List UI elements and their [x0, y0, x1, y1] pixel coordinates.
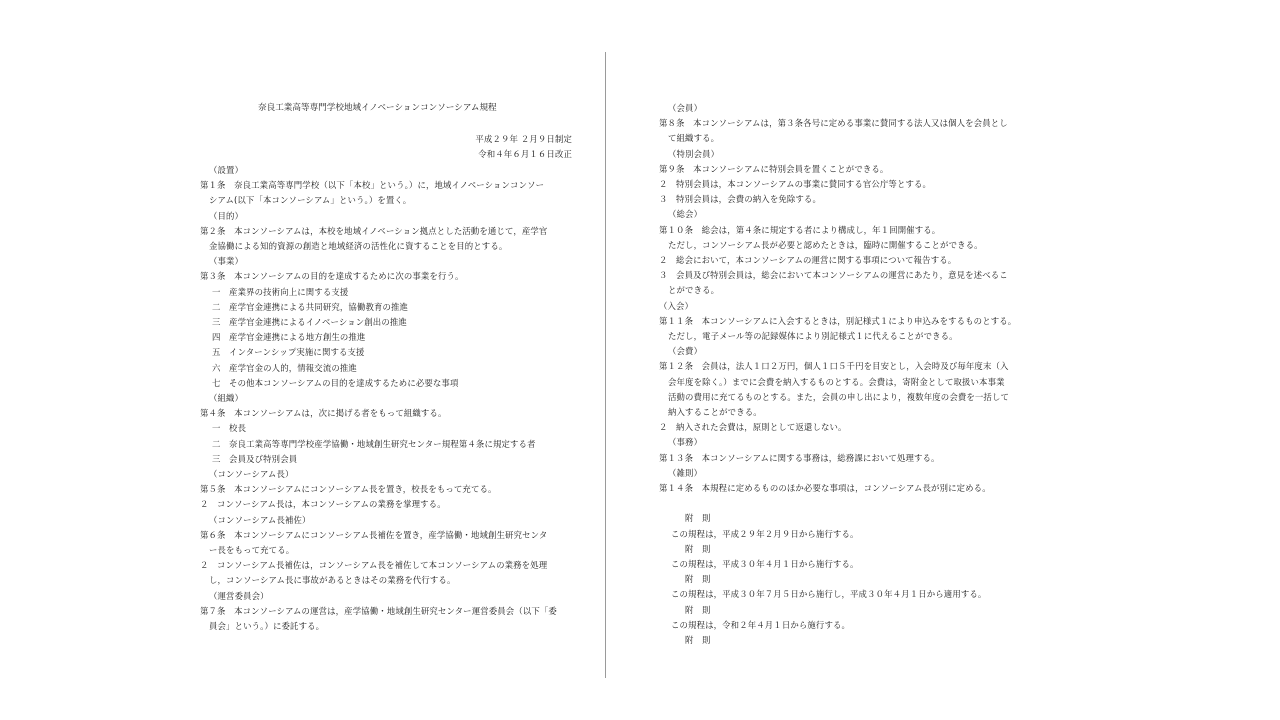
left-page-line: （コンソーシアム長） [209, 469, 294, 479]
left-page-line: 一 産業界の技術向上に関する支援 [212, 286, 349, 297]
left-page-line: 員会」という。）に委託する。 [209, 621, 325, 631]
right-page-line: 第１０条 総会は，第４条に規定する者により構成し，年１回開催する。 [659, 224, 941, 235]
right-page-line: この規程は，平成３０年４月１日から施行する。 [671, 559, 859, 569]
right-page-line: 附 則 [685, 604, 711, 615]
right-page-line: （特別会員） [668, 148, 720, 159]
left-page-line: （運営委員会） [209, 590, 269, 601]
left-page-line: 五 インターンシップ実施に関する支援 [212, 347, 365, 358]
right-page-line: （会員） [668, 103, 703, 113]
left-page-line: ２ コンソーシアム長補佐は，コンソーシアム長を補佐して本コンソーシアムの業務を処理 [200, 560, 548, 571]
right-page-line: ３ 会員及び特別会員は，総会において本コンソーシアムの運営にあたり，意見を述べるこ [659, 270, 1008, 281]
right-page-line: 納入することができる。 [668, 407, 762, 417]
right-page-line: この規程は，令和２年４月１日から施行する。 [671, 619, 851, 630]
right-page-line: 附 則 [685, 574, 711, 585]
left-page-line: ２ コンソーシアム長は，本コンソーシアムの業務を掌理する。 [200, 499, 446, 510]
right-page-line: ただし，電子メール等の記録媒体により別記様式１に代えることができる。 [668, 331, 958, 341]
left-page-line: シアム(以下「本コンソーシアム」という。）を置く。 [209, 195, 412, 206]
right-page-line: （雑則） [668, 467, 703, 478]
right-page-line: この規程は，平成２９年２月９日から施行する。 [671, 528, 859, 539]
left-page-line: 二 産学官金連携による共同研究，協働教育の推進 [212, 301, 409, 312]
left-page-line: 第７条 本コンソーシアムの運営は，産学協働・地域創生研究センター運営委員会（以下「委 [200, 605, 557, 616]
left-page-line: 二 奈良工業高等専門学校産学協働・地域創生研究センター規程第４条に規定する者 [212, 438, 536, 449]
left-page-line: 七 その他本コンソーシアムの目的を達成するために必要な事項 [212, 377, 459, 388]
right-page-line: この規程は，平成３０年７月５日から施行し，平成３０年４月１日から適用する。 [671, 589, 987, 600]
right-page-line: 活動の費用に充てるものとする。また，会員の申し出により，複数年度の会費を一括して [668, 391, 1009, 402]
left-page-line: （目的） [209, 210, 244, 221]
left-page-line: 第１条 奈良工業高等専門学校（以下「本校」という。）に，地域イノベーションコンソー [200, 180, 545, 191]
left-page-line: 第２条 本コンソーシアムは，本校を地域イノベーション拠点とした活動を通じて，産学官 [200, 225, 548, 236]
right-page-line: （会費） [668, 346, 703, 357]
left-page-line: （組織） [209, 393, 244, 403]
right-page-line: 附 則 [685, 513, 711, 524]
right-page-line: ２ 総会において，本コンソーシアムの運営に関する事項について報告する。 [659, 255, 957, 265]
right-page-line: ３ 特別会員は，会費の納入を免除する。 [659, 194, 821, 205]
left-page-line: ー長をもって充てる。 [209, 545, 295, 555]
right-page-line: （総会） [668, 209, 703, 220]
right-page-line: 第９条 本コンソーシアムに特別会員を置くことができる。 [659, 163, 889, 174]
left-page-line: （コンソーシアム長補佐） [209, 514, 311, 525]
document-title: 奈良工業高等専門学校地域イノベーションコンソーシアム規程 [258, 103, 497, 113]
right-page-line: 第１３条 本コンソーシアムに関する事務は，総務課において処理する。 [659, 452, 940, 463]
right-page-line: （事務） [668, 437, 703, 448]
right-page-line: 第１４条 本規程に定めるもののほか必要な事項は，コンソーシアム長が別に定める。 [659, 483, 991, 493]
left-page-line: 六 産学官金の人的，情報交流の推進 [212, 362, 357, 373]
right-page-line: （入会） [659, 300, 694, 311]
amended-date: 令和４年６月１６日改正 [478, 149, 572, 159]
right-page-line: 附 則 [685, 543, 711, 554]
right-page-line: とができる。 [668, 285, 720, 296]
left-page-line: 第４条 本コンソーシアムは，次に掲げる者をもって組織する。 [200, 408, 447, 419]
right-page-line: 会年度を除く。）までに会費を納入するものとする。会費は，寄附金として取扱い本事業 [668, 376, 1005, 387]
page-divider [605, 52, 606, 678]
right-page-line: 第１２条 会員は，法人１口２万円，個人１口５千円を目安とし，入会時及び毎年度末（入 [659, 361, 1009, 372]
left-page-line: 金協働による知的資源の創造と地域経済の活性化に資することを目的とする。 [209, 241, 508, 251]
left-page-line: 一 校長 [212, 423, 247, 434]
left-page-line: （事業） [209, 256, 244, 267]
left-page-line: 第５条 本コンソーシアムにコンソーシアム長を置き，校長をもって充てる。 [200, 484, 497, 495]
right-page-line: 第８条 本コンソーシアムは，第３条各号に定める事業に賛同する法人又は個人を会員とし [659, 118, 1008, 129]
left-page-line: 第６条 本コンソーシアムにコンソーシアム長補佐を置き，産学協働・地域創生研究センタ [200, 529, 548, 540]
right-page-line: 附 則 [685, 635, 711, 645]
left-page-line: 三 会員及び特別会員 [212, 453, 298, 464]
left-page-line: 三 産学官金連携によるイノベーション創出の推進 [212, 317, 407, 327]
right-page-line: ２ 特別会員は，本コンソーシアムの事業に賛同する官公庁等とする。 [659, 179, 932, 189]
left-page-line: 第３条 本コンソーシアムの目的を達成するために次の事業を行う。 [200, 271, 464, 282]
left-page-line: し，コンソーシアム長に事故があるときはその業務を代行する。 [209, 575, 456, 586]
right-page-line: て組織する。 [668, 133, 720, 144]
left-page-line: （設置） [209, 165, 244, 175]
enacted-date: 平成２９年 ２月９日制定 [475, 134, 572, 144]
right-page-line: ただし，コンソーシアム長が必要と認めたときは，臨時に開催することができる。 [668, 239, 983, 250]
right-page-line: 第１１条 本コンソーシアムに入会するときは，別記様式１により申込みをするものとする。 [659, 315, 1017, 326]
left-page-line: 四 産学官金連携による地方創生の推進 [212, 332, 366, 343]
right-page-line: ２ 納入された会費は，原則として返還しない。 [659, 422, 847, 433]
